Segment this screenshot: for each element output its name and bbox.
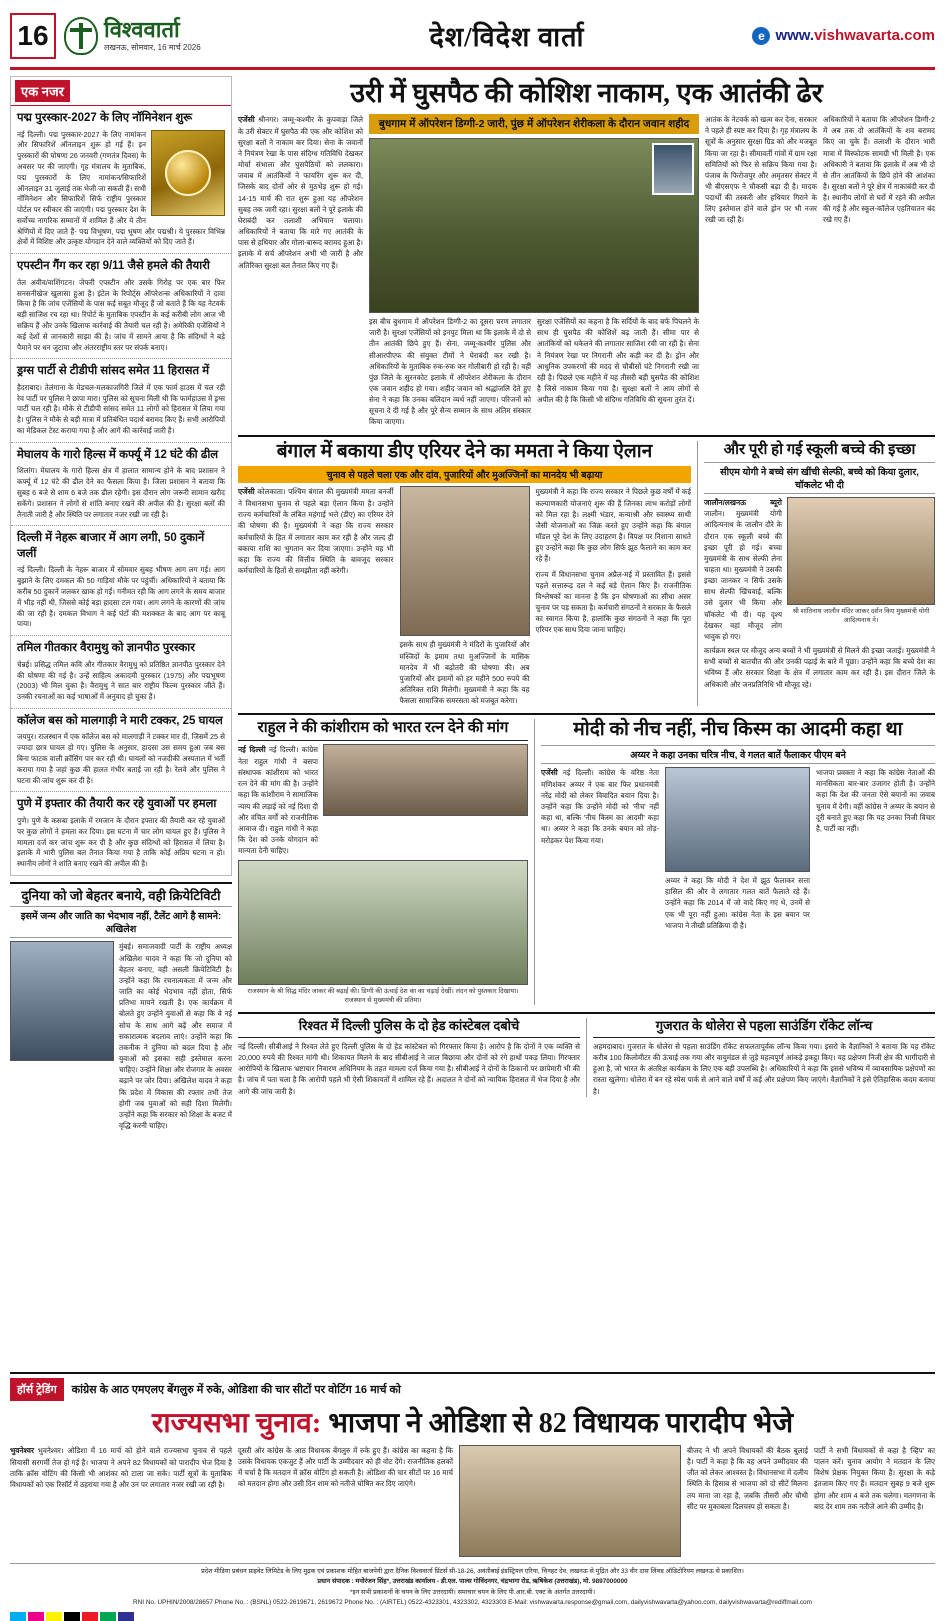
photo-caption: श्री शांतिनाथ जालौन मंदिर जाकर दर्शन किए मुख्यमंत्री योगी आदित्यनाथ ने। xyxy=(792,607,930,624)
ayyar-text-2: अय्यर ने कहा कि मोदी ने देश में झूठ फैलाकर सत्ता हासिल की और वे लगातार गलत बातें फैलाते रहे हैं। उन्होंने कहा कि 2014 में जो वादे किए गए थे, उनमें से एक भी पूरा नहीं हुआ। कांग्रेस नेता के इस बयान पर भाजपा ने तीखी प्रतिक्रिया दी है। xyxy=(665,876,810,930)
article-rocket xyxy=(586,1018,935,1096)
agency-label: नई दिल्ली xyxy=(238,745,266,755)
footer-line-1: प्रदेश मीडिया प्रबंधन प्राइवेट लिमिटेड के लिए मुद्रक एवं प्रकाशक मोहित बाजपेयी द्वारा दैनिक विश्ववार्ता प्रिंटर्स सी-18-26, अवंतीबाई इंडस्ट्रियल एरिया, चिनहट देव, लखनऊ से मुद्रित और 33 वीर दास लिंक्ड ऑडिटोरियम लखनऊ से प्रकाशित। xyxy=(201,1568,744,1575)
cmyk-registration-marks xyxy=(10,1612,935,1621)
akhilesh-photo xyxy=(10,941,114,1061)
brief-title: पुणे में इफ्तार की तैयारी कर रहे युवाओं पर हमला xyxy=(17,798,217,811)
agency-label: जालौन/लखनऊ ब्यूरो xyxy=(704,497,782,507)
cmyk-red xyxy=(82,1612,98,1621)
lead-headline: उरी में घुसपैठ की कोशिश नाकाम, एक आतंकी ढेर xyxy=(350,78,823,108)
brief-title: ड्रग्स पार्टी से टीडीपी सांसद समेत 11 हिरासत में xyxy=(17,365,210,378)
mamata-body-1: कोलकाता। पश्चिम बंगाल की मुख्यमंत्री ममता बनर्जी ने विधानसभा चुनाव से पहले बड़ा ऐलान किया है। उन्होंने राज्य कर्मचारियों के लंबित महंगाई भत्ते (डीए) का एरियर देने की घोषणा की है। मुख्यमंत्री ने कहा कि राज्य सरकार कर्मचारियों के हित में लगातार काम कर रही है और जल्द ही बकाया राशि का भुगतान कर दिया जाएगा। उन्होंने यह भी कहा कि राज्य की वित्तीय स्थिति के बावजूद सरकार कर्मचारियों के हितों से समझौता नहीं करेगी। xyxy=(238,487,394,575)
article-subhead: चुनाव से पहले चला एक और दांव, पुजारियों और मुअज्जिनों का मानदेय भी बढ़ाया xyxy=(238,466,691,483)
cmyk-yellow xyxy=(46,1612,62,1621)
brief-item xyxy=(11,106,231,254)
brief-body: पुणे। पुणे के कसबा इलाके में रमजान के दौरान इफ्तार की तैयारी कर रहे युवाओं पर कुछ लोगों ने हमला कर दिया। इस घटना में चार लोग घायल हुए हैं। पुलिस ने मामला दर्ज कर जांच शुरू कर दी है और कुछ संदिग्धों को हिरासत में लिया है। इलाके में भारी पुलिस बल तैनात किया गया है ताकि कोई अप्रिय घटना न हो। स्थानीय लोगों ने शांति बनाए रखने की अपील की है। xyxy=(17,815,225,869)
rs-text-3: बीजद ने भी अपने विधायकों की बैठक बुलाई है। पार्टी ने कहा है कि वह अपने उम्मीदवार की जीत को लेकर आश्वस्त है। विधानसभा में दलीय स्थिति के हिसाब से भाजपा को दो सीटें मिलना तय माना जा रहा है, जबकि तीसरी और चौथी सीट पर मुकाबला दिलचस्प हो सकता है। xyxy=(687,1446,808,1511)
article-body: मुंबई। समाजवादी पार्टी के राष्ट्रीय अध्यक्ष अखिलेश यादव ने कहा कि जो दुनिया को बेहतर बनाए, वही असली क्रियेटिविटी है। उन्होंने कहा कि रचनात्मकता में जन्म और जाति का कोई भेदभाव नहीं होता, सिर्फ प्रतिभा मायने रखती है। एक कार्यक्रम में बोलते हुए उन्होंने युवाओं से कहा कि वे नई सोच के साथ आगे बढ़ें और समाज में सकारात्मक बदलाव लाएं। उन्होंने कहा कि तकनीक ने दुनिया को बदल दिया है और युवाओं को इसका सही इस्तेमाल करना चाहिए। उन्होंने शिक्षा और रोजगार के अवसर बढ़ाने पर जोर दिया। अखिलेश यादव ने कहा कि प्रदेश में विकास की रफ्तार तभी तेज होगी जब युवाओं को सही दिशा मिलेगी। उन्होंने कहा कि सरकार को शिक्षा के बजट में वृद्धि करनी चाहिए। xyxy=(119,942,232,1130)
article-headline: रिश्वत में दिल्ली पुलिस के दो हेड कांस्टेबल दबोचे xyxy=(298,1018,520,1034)
agency-label: भुवनेश्वर xyxy=(10,1446,35,1455)
brief-title: तमिल गीतकार वैरामुथु को ज्ञानपीठ पुरस्कार xyxy=(17,642,195,655)
mamata-text-2: इसके साथ ही मुख्यमंत्री ने मंदिरों के पुजारियों और मस्जिदों के इमाम तथा मुअज्जिनों के मासिक मानदेय में भी बढ़ोतरी की घोषणा की। अब पुजारियों और इमामों को हर महीने 500 रुपये की अतिरिक्त राशि मिलेगी। मुख्यमंत्री ने कहा कि यह फैसला सामाजिक समरसता को मजबूत करेगा। xyxy=(399,640,530,706)
brief-body: नई दिल्ली। पद्म पुरस्कार-2027 के लिए नामांकन और सिफारिशें ऑनलाइन शुरू हो गई हैं। इन पुरस्कारों की घोषणा 26 जनवरी (गणतंत्र दिवस) के अवसर पर की जाएगी। गृह मंत्रालय के मुताबिक, पद्म पुरस्कारों के लिए नामांकन/सिफारिशें ऑनलाइन 31 जुलाई तक भेजी जा सकती हैं। सभी नॉमिनेशन और सिफारिशें सिर्फ राष्ट्रीय पुरस्कार पोर्टल पर स्वीकार की जाएंगी। पद्म पुरस्कार देश के सर्वोच्च नागरिक सम्मानों में शामिल हैं और ये तीन श्रेणियों में दिए जाते हैं- पद्म विभूषण, पद्म भूषण और पद्मश्री। ये पुरस्कार विभिन्न क्षेत्रों में विशिष्ट और उत्कृष्ट योगदान देने वाले व्यक्तियों को दिए जाते हैं। xyxy=(17,129,225,247)
article-headline: गुजरात के धोलेरा से पहला साउंडिंग रॉकेट लॉन्च xyxy=(655,1018,873,1034)
article-headline: और पूरी हो गई स्कूली बच्चे की इच्छा xyxy=(723,441,916,458)
brief-title: दिल्ली में नेहरू बाजार में आग लगी, 50 दुकानें जलीं xyxy=(17,532,205,560)
main-content xyxy=(238,76,935,1366)
article-subhead: इसमें जन्म और जाति का भेदभाव नहीं, टैलेंट आगे है सामने: अखिलेश xyxy=(10,906,232,938)
row-rahul-ayyar xyxy=(238,713,935,1005)
article-headline: बंगाल में बकाया डीए एरियर देने का ममता ने किया ऐलान xyxy=(276,440,653,462)
brief-item xyxy=(11,636,231,709)
article-subhead: अय्यर ने कहा उनका चरित्र नीच, वे गलत बातें फैलाकर पीएम बने xyxy=(541,745,935,764)
rahul-body-1: नई दिल्ली। कांग्रेस नेता राहुल गांधी ने बसपा संस्थापक कांशीराम को भारत रत्न देने की मांग की है। उन्होंने कहा कि कांशीराम ने सामाजिक न्याय की लड़ाई को नई दिशा दी और वंचित वर्गों को राजनीतिक आवाज दी। राहुल गांधी ने कहा कि देश को उनके योगदान को मान्यता देनी चाहिए। xyxy=(238,745,319,856)
brief-item xyxy=(11,443,231,527)
brief-body: हैदराबाद। तेलंगाना के मेडचल-मलकाजगिरी जिले में एक फार्म हाउस में चल रही रेव पार्टी पर पुलिस ने छापा मारा। पुलिस को सूचना मिली थी कि फार्महाउस में ड्रग्स पार्टी चल रही है। मौके से टीडीपी सांसद समेत 11 लोगों को हिरासत में लिया गया है। पुलिस ने मौके से बड़ी मात्रा में प्रतिबंधित पदार्थ बरामद किए हैं। सभी आरोपियों का मेडिकल टेस्ट कराया गया है और आगे की कार्रवाई जारी है। xyxy=(17,382,225,436)
ayyar-body-1: नई दिल्ली। कांग्रेस के वरिष्ठ नेता मणिशंकर अय्यर ने एक बार फिर प्रधानमंत्री नरेंद्र मोदी को लेकर विवादित बयान दिया है। उन्होंने कहा कि उन्होंने मोदी को 'नीच' नहीं कहा था, बल्कि 'नीच किस्म का आदमी' कहा था। अय्यर ने कहा कि उनके बयान को तोड़-मरोड़कर पेश किया गया। xyxy=(541,768,659,845)
cmyk-black xyxy=(64,1612,80,1621)
rajyasabha-headline-part1: राज्यसभा चुनाव: xyxy=(151,1408,322,1439)
footer xyxy=(10,1563,935,1608)
article-yogi-selfie xyxy=(697,441,935,707)
agency-label: एजेंसी xyxy=(238,487,255,497)
globe-icon: e xyxy=(752,27,770,45)
ek-nazar-heading: एक नजर xyxy=(15,80,70,102)
article-headline: राहुल ने की कांशीराम को भारत रत्न देने की मांग xyxy=(257,720,509,737)
logo-title: विश्ववार्ता xyxy=(104,17,180,42)
photo-caption: राजस्थान के श्री सिद्ध मंदिर जाकर की बढ़ाई की। डिग्गी की ऊंचाई देश का का चढ़ाई देखीं। लंदन को पुस्तकार दिखाया। राजस्थान से मुख्यमंत्री की प्रतिमा। xyxy=(247,988,519,1005)
cmyk-blue xyxy=(118,1612,134,1621)
footer-line-3: *इन सभी प्रकाशनों के चयन के लिए उत्तरदायी। समाचार चयन के लिए पी.आर.बी. एक्ट के अंतर्गत उत्तरदायी। xyxy=(349,1588,595,1596)
horse-trading-bar xyxy=(10,1372,935,1401)
agency-label: एजेंसी xyxy=(238,115,255,125)
logo-icon xyxy=(64,17,98,55)
yogi-text-1 xyxy=(704,497,782,643)
lead-kicker: बुधगाम में ऑपरेशन डिग्गी-2 जारी, पुंछ में ऑपरेशन शेरीकला के दौरान जवान शहीद xyxy=(369,114,699,134)
lead-story xyxy=(238,78,935,428)
mamata-text-1 xyxy=(238,486,394,576)
rahul-text-1 xyxy=(238,744,318,856)
article-akhilesh xyxy=(10,882,232,1131)
yogi-text-2: कार्यक्रम स्थल पर मौजूद अन्य बच्चों ने भी मुख्यमंत्री से मिलने की इच्छा जताई। मुख्यमंत्री ने सभी बच्चों से बातचीत की और उनकी पढ़ाई के बारे में पूछा। उन्होंने कहा कि बच्चे देश का भविष्य हैं और सरकार शिक्षा के क्षेत्र में लगातार काम कर रही है। इस दौरान जिले के अधिकारी और जनप्रतिनिधि भी मौजूद रहे। xyxy=(704,646,935,689)
brief-body: जयपुर। राजस्थान में एक कॉलेज बस को मालगाड़ी ने टक्कर मार दी, जिसमें 25 से ज्यादा छात्र घायल हो गए। पुलिस के अनुसार, हादसा उस समय हुआ जब बस बिना फाटक वाली क्रॉसिंग पार कर रही थी। घायलों को नजदीकी अस्पताल में भर्ती कराया गया है जहां कुछ की हालत गंभीर बताई जा रही है। रेलवे और पुलिस ने घटना की जांच शुरू कर दी है। xyxy=(17,732,225,785)
lead-text-1: श्रीनगर। जम्मू-कश्मीर के कुपवाड़ा जिले के उरी सेक्टर में घुसपैठ की एक और कोशिश को सुरक्षा बलों ने नाकाम कर दिया। सेना के जवानों ने नियंत्रण रेखा के पास संदिग्ध गतिविधि देखकर मोर्चा संभाला और घुसपैठियों को ललकारा। जवाब में आतंकियों ने फायरिंग शुरू कर दी, जिसके बाद दोनों ओर से मुठभेड़ शुरू हो गई। 14-15 मार्च की रात शुरू हुआ यह ऑपरेशन सुबह तक जारी रहा। सुरक्षा बलों ने पूरे इलाके की घेराबंदी कर तलाशी अभियान चलाया। अधिकारियों ने बताया कि मारे गए आतंकी के पास से हथियार और गोला-बारूद बरामद हुआ है। इलाके में सर्च ऑपरेशन अभी भी जारी है और अतिरिक्त सुरक्षा बल तैनात किए गए हैं। xyxy=(238,115,363,270)
horse-trading-subhead: कांग्रेस के आठ एमएलए बेंगलुरु में रुके, ओडिशा की चार सीटों पर वोटिंग 16 मार्च को xyxy=(71,1384,401,1396)
page-title: देश/विदेश वार्ता xyxy=(429,22,585,52)
rajyasabha-headline-part2: भाजपा ने ओडिशा से 82 विधायक पारादीप भेजे xyxy=(328,1408,794,1439)
lead-text-4: आतंक के नेटवर्क को खत्म कर देना, सरकार ने पहले ही स्पष्ट कर दिया है। गृह मंत्रालय के सूत्रों के अनुसार सुरक्षा ग्रिड को और मजबूत किया जा रहा है। सीमावर्ती गांवों में ग्राम रक्षा समितियों को फिर से सक्रिय किया गया है। पंजाब के फिरोजपुर और अमृतसर सेक्टर में भी बीएसएफ ने चौकसी बढ़ा दी है। मादक पदार्थों की तस्करी और हथियार गिराने के लिए इस्तेमाल होने वाले ड्रोन पर भी नजर रखी जा रही है। xyxy=(705,115,817,225)
row-small-news xyxy=(238,1012,935,1096)
medal-icon xyxy=(165,150,211,196)
url-domain: vishwavarta.com xyxy=(814,27,935,44)
yogi-selfie-photo xyxy=(787,497,935,605)
brief-item xyxy=(11,254,231,359)
website-url[interactable] xyxy=(720,27,935,45)
lead-text-5: अधिकारियों ने बताया कि ऑपरेशन डिग्गी-2 में अब तक दो आतंकियों के शव बरामद किए जा चुके हैं। तलाशी के दौरान भारी मात्रा में विस्फोटक सामग्री भी मिली है। एक अधिकारी ने बताया कि इलाके में अब भी दो से तीन आतंकियों के छिपे होने की आशंका है। सुरक्षा बलों ने पूरे क्षेत्र में नाकाबंदी कर दी है। स्थानीय लोगों से घरों में रहने की अपील की गई है और स्कूल-कॉलेज एहतियातन बंद रखे गए हैं। xyxy=(823,115,935,225)
brief-title: एपस्टीन गैंग कर रहा 9/11 जैसे हमले की तैयारी xyxy=(17,260,210,273)
url-prefix: www. xyxy=(775,27,815,44)
brief-title: मेघालय के गारो हिल्स में कर्फ्यू में 12 घंटे की ढील xyxy=(17,448,219,461)
article-mamata xyxy=(238,441,691,707)
brief-item xyxy=(11,792,231,875)
ek-nazar-box xyxy=(10,76,232,876)
horse-trading-tag: हॉर्स ट्रेडिंग xyxy=(10,1378,64,1401)
brief-title: पद्म पुरस्कार-2027 के लिए नॉमिनेशन शुरू xyxy=(17,112,193,124)
brief-body: शिलांग। मेघालय के गारो हिल्स क्षेत्र में हालात सामान्य होने के बाद प्रशासन ने कर्फ्यू में 12 घंटे की ढील देने का फैसला किया है। जिला प्रशासन ने बताया कि सुबह 6 बजे से शाम 6 बजे तक ढील रहेगी। इस दौरान लोग जरूरी सामान खरीद सकेंगे। प्रशासन ने लोगों से शांति बनाए रखने की अपील की है। सुरक्षा बलों की तैनाती जारी है और स्थिति पर लगातार नजर रखी जा रही है। xyxy=(17,466,225,519)
mamata-photo xyxy=(400,486,530,636)
rajyasabha-section xyxy=(10,1372,935,1557)
rajyasabha-headline xyxy=(10,1403,935,1441)
martyr-inset-photo xyxy=(652,143,694,195)
ek-nazar-column xyxy=(10,76,232,1366)
newspaper-logo xyxy=(64,17,294,55)
article-headline: दुनिया को जो बेहतर बनाये, वही क्रियेटिविटी xyxy=(21,887,221,903)
rs-body-1: भुवनेश्वर। ओडिशा में 16 मार्च को होने वाले राज्यसभा चुनाव से पहले सियासी सरगर्मी तेज हो गई है। भाजपा ने अपने 82 विधायकों को पारादीप भेज दिया है ताकि क्रॉस वोटिंग की किसी भी आशंका को टाला जा सके। पार्टी सूत्रों के मुताबिक विधायकों को एक रिसॉर्ट में ठहराया गया है और उन पर लगातार नजर रखी जा रही है। xyxy=(10,1446,232,1489)
article-rahul xyxy=(238,719,528,1005)
rs-text-4: पार्टी ने सभी विधायकों से कहा है 'व्हिप' का पालन करें। चुनाव आयोग ने मतदान के लिए विशेष प्रेक्षक नियुक्त किया है। सुरक्षा के कड़े इंतजाम किए गए हैं। मतदान सुबह 9 बजे शुरू होगा और शाम 4 बजे तक चलेगा। मतगणना के बाद देर शाम तक नतीजे आने की उम्मीद है। xyxy=(814,1446,935,1511)
article-headline: मोदी को नीच नहीं, नीच किस्म का आदमी कहा था xyxy=(573,719,903,741)
cmyk-green xyxy=(100,1612,116,1621)
lead-photo-soldier xyxy=(369,138,699,313)
lead-text-3: सुरक्षा एजेंसियों का कहना है कि सर्दियों के बाद बर्फ पिघलने के साथ ही घुसपैठ की कोशिशें बढ़ जाती हैं। सीमा पार से आतंकियों को धकेलने की लगातार साजिश रची जा रही है। सेना ने नियंत्रण रेखा पर निगरानी और कड़ी कर दी है। ड्रोन और आधुनिक उपकरणों की मदद से चौबीसों घंटे निगरानी रखी जा रही है। पिछले एक महीने में यह तीसरी बड़ी घुसपैठ की कोशिश है जिसे नाकाम किया गया है। सुरक्षा बलों ने आम लोगों से अपील की है कि किसी भी संदिग्ध गतिविधि की सूचना तुरंत दें। xyxy=(537,317,699,405)
article-bribe xyxy=(238,1018,580,1096)
brief-body: नई दिल्ली। दिल्ली के नेहरू बाजार में सोमवार सुबह भीषण आग लग गई। आग बुझाने के लिए दमकल की 50 गाड़ियां मौके पर पहुंचीं। अधिकारियों ने बताया कि करीब 50 दुकानें जलकर खाक हो गईं। गनीमत रही कि आग लगने के समय बाजार में भीड़ नहीं थी, जिससे कोई बड़ा हादसा टल गया। आग लगने के कारणों की जांच की जा रही है। दमकल विभाग ने कई घंटों की मशक्कत के बाद आग पर काबू पाया। xyxy=(17,565,225,629)
masthead xyxy=(10,8,935,70)
brief-body: चेन्नई। प्रसिद्ध तमिल कवि और गीतकार वैरामुथु को प्रतिष्ठित ज्ञानपीठ पुरस्कार देने की घोषणा की गई है। उन्हें साहित्य अकादमी पुरस्कार (1975) और पद्मभूषण (2003) भी मिल चुका है। वैरामुथु ने सात बार राष्ट्रीय फिल्म पुरस्कार जीते हैं। उनकी रचनाओं का कई भाषाओं में अनुवाद हो चुका है। xyxy=(17,659,225,702)
brief-item xyxy=(11,709,231,793)
assembly-photo xyxy=(459,1445,681,1557)
cmyk-cyan xyxy=(10,1612,26,1621)
rs-text-2: दूसरी ओर कांग्रेस के आठ विधायक बेंगलुरु में रुके हुए हैं। कांग्रेस का कहना है कि उसके विधायक एकजुट हैं और पार्टी के उम्मीदवार को ही वोट देंगे। राजनीतिक हलकों में चर्चा है कि मतदान में क्रॉस वोटिंग हो सकती है। ओडिशा की चार सीटों पर 16 मार्च को मतदान होगा और उसी दिन शाम को नतीजे घोषित कर दिए जाएंगे। xyxy=(238,1446,453,1489)
temple-visit-photo xyxy=(238,860,528,985)
logo-subtitle: लखनऊ, सोमवार, 16 मार्च 2026 xyxy=(104,43,201,52)
yogi-body-1: जालौन। मुख्यमंत्री योगी आदित्यनाथ के जालौन दौरे के दौरान एक स्कूली बच्चे की इच्छा पूरी हो गई। बच्चा मुख्यमंत्री के साथ सेल्फी लेना चाहता था। मुख्यमंत्री ने उसकी इच्छा जानकर न सिर्फ उसके साथ सेल्फी खिंचवाई, बल्कि उसे दुलार भी किया और चॉकलेट भी दी। यह दृश्य देखकर वहां मौजूद लोग भावुक हो गए। xyxy=(704,509,782,641)
article-modi-ayyar xyxy=(534,719,935,1005)
footer-line-2: प्रधान संपादक : मनोरंजन सिंह*, उत्तराखंड कार्यालय - डी.एल. पाल्स गोविंदनगर, चंद्रभागा रोड, ऋषिकेश (उत्तराखंड), मो. 9897000000 xyxy=(317,1578,628,1586)
lead-text-2: इस बीच बुधगाम में ऑपरेशन डिग्गी-2 का दूसरा चरण लगातार जारी है। सुरक्षा एजेंसियों को इनपुट मिला था कि इलाके में दो से तीन आतंकी छिपे हुए हैं। सेना, जम्मू-कश्मीर पुलिस और सीआरपीएफ की संयुक्त टीमों ने घेराबंदी कर रखी है। अधिकारियों के मुताबिक रुक-रुक कर गोलीबारी हो रही है। वहीं पुंछ जिले के सुरनकोट इलाके में ऑपरेशन शेरीकला के दौरान एक जवान शहीद हो गया। शहीद जवान को श्रद्धांजलि देते हुए सेना ने कहा कि उनका बलिदान व्यर्थ नहीं जाएगा। परिजनों को सूचना दे दी गई है और पूरे सैन्य सम्मान के साथ अंतिम संस्कार किया जाएगा। xyxy=(369,317,531,427)
ayyar-text-3: भाजपा प्रवक्ता ने कहा कि कांग्रेस नेताओं की मानसिकता बार-बार उजागर होती है। उन्होंने कहा कि देश की जनता ऐसे बयानों का जवाब चुनाव में देगी। वहीं कांग्रेस ने अय्यर के बयान से दूरी बनाते हुए कहा कि यह उनका निजी विचार है, पार्टी का नहीं। xyxy=(816,768,935,833)
article-subhead: सीएम योगी ने बच्चे संग खींची सेल्फी, बच्चे को किया दुलार, चॉकलेट भी दी xyxy=(704,462,935,494)
row-mamata-yogi xyxy=(238,435,935,707)
brief-item xyxy=(11,359,231,443)
ayyar-photo xyxy=(665,767,810,872)
page-number: 16 xyxy=(10,13,56,59)
article-body: अहमदाबाद। गुजरात के धोलेरा से पहला साउंडिंग रॉकेट सफलतापूर्वक लॉन्च किया गया। इसरो के वैज्ञानिकों ने बताया कि यह रॉकेट करीब 100 किलोमीटर की ऊंचाई तक गया और वायुमंडल से जुड़े महत्वपूर्ण आंकड़े इकट्ठा किए। यह प्रक्षेपण निजी क्षेत्र की भागीदारी से हुआ है, जो भारत के अंतरिक्ष कार्यक्रम के लिए एक बड़ी उपलब्धि है। अधिकारियों ने कहा कि इससे भविष्य में व्यावसायिक प्रक्षेपणों का रास्ता खुलेगा। धोलेरा में बन रहे स्पेस पार्क से आने वाले वर्षों में कई और प्रक्षेपण किए जाएंगे। वैज्ञानिकों ने इसे ऐतिहासिक कदम बताया है। xyxy=(593,1041,935,1096)
footer-line-4: RNI No. UPHIN/2008/28657 Phone No. : (BSNL) 0522-2619671, 2619672 Phone No. : (AIRTEL) 0522-4323301, 4323302, 4323303 E-Mail: vishwavarta.response@gmail.com, dailyvishwavarta@yahoo.com, dailyvishwavarta@rediffmail.com xyxy=(133,1598,812,1606)
lead-column-1 xyxy=(238,114,363,271)
cmyk-magenta xyxy=(28,1612,44,1621)
mamata-text-3: मुख्यमंत्री ने कहा कि राज्य सरकार ने पिछले कुछ वर्षों में कई कल्याणकारी योजनाएं शुरू की हैं जिनका लाभ करोड़ों लोगों को मिल रहा है। लक्ष्मी भंडार, कन्याश्री और स्वास्थ्य साथी जैसी योजनाओं का जिक्र करते हुए उन्होंने कहा कि बंगाल मॉडल पूरे देश के लिए उदाहरण है। विपक्ष पर निशाना साधते हुए उन्होंने कहा कि कुछ लोग सिर्फ झूठ फैलाने का काम कर रहे हैं। xyxy=(535,487,691,564)
rahul-photo xyxy=(323,744,528,816)
agency-label: एजेंसी xyxy=(541,768,558,778)
padma-award-photo xyxy=(151,130,225,216)
brief-body: तेल अवीव/वाशिंगटन। जेफरी एपस्टीन और उसके गिरोह पर एक बार फिर सनसनीखेज खुलासा हुआ है। इंटेल के रिपोर्ट्स ऑपरेशन्स अधिकारियों ने दावा किया है कि जांच एजेंसियों के पास कई सबूत मौजूद हैं जो बताते हैं कि यह नेटवर्क बड़ी साजिश रच रहा था। रिपोर्ट के मुताबिक एपस्टीन के कई करीबी लोग आज भी सक्रिय हैं और उनके खिलाफ कार्रवाई की तैयारी चल रही है। अमेरिकी एजेंसियों ने कई देशों से जानकारी साझा की है। जांच में सामने आया है कि संदिग्धों ने बड़े पैमाने पर धन जुटाया और अंतरराष्ट्रीय स्तर पर संपर्क बनाए। xyxy=(17,277,225,352)
ayyar-text-1 xyxy=(541,767,659,931)
mamata-text-4: राज्य में विधानसभा चुनाव अप्रैल-मई में प्रस्तावित हैं। इससे पहले सत्तारूढ़ दल ने कई बड़े ऐलान किए हैं। राजनीतिक विश्लेषकों का मानना है कि इन घोषणाओं का सीधा असर चुनाव पर पड़ सकता है। कर्मचारी संगठनों ने सरकार के फैसले का स्वागत किया है, हालांकि कुछ संगठनों ने कहा कि पूरा एरियर एक साथ दिया जाना चाहिए। xyxy=(535,569,691,635)
article-body: नई दिल्ली। सीबीआई ने रिश्वत लेते हुए दिल्ली पुलिस के दो हेड कांस्टेबल को गिरफ्तार किया है। आरोप है कि दोनों ने एक व्यक्ति से 20,000 रुपये की रिश्वत मांगी थी। शिकायत मिलने के बाद सीबीआई ने जाल बिछाया और दोनों को रंगे हाथों पकड़ लिया। गिरफ्तार आरोपियों के खिलाफ भ्रष्टाचार निवारण अधिनियम के तहत मामला दर्ज किया गया है। सीबीआई ने दोनों के ठिकानों पर छापेमारी भी की है। जांच में पता चला है कि आरोपी पहले भी ऐसी शिकायतों में शामिल रहे हैं। अदालत ने दोनों को न्यायिक हिरासत में भेज दिया है और आगे की जांच जारी है। xyxy=(238,1041,580,1096)
rs-text-1 xyxy=(10,1445,232,1490)
brief-title: कॉलेज बस को मालगाड़ी ने मारी टक्कर, 25 घायल xyxy=(17,714,223,727)
brief-item xyxy=(11,526,231,636)
